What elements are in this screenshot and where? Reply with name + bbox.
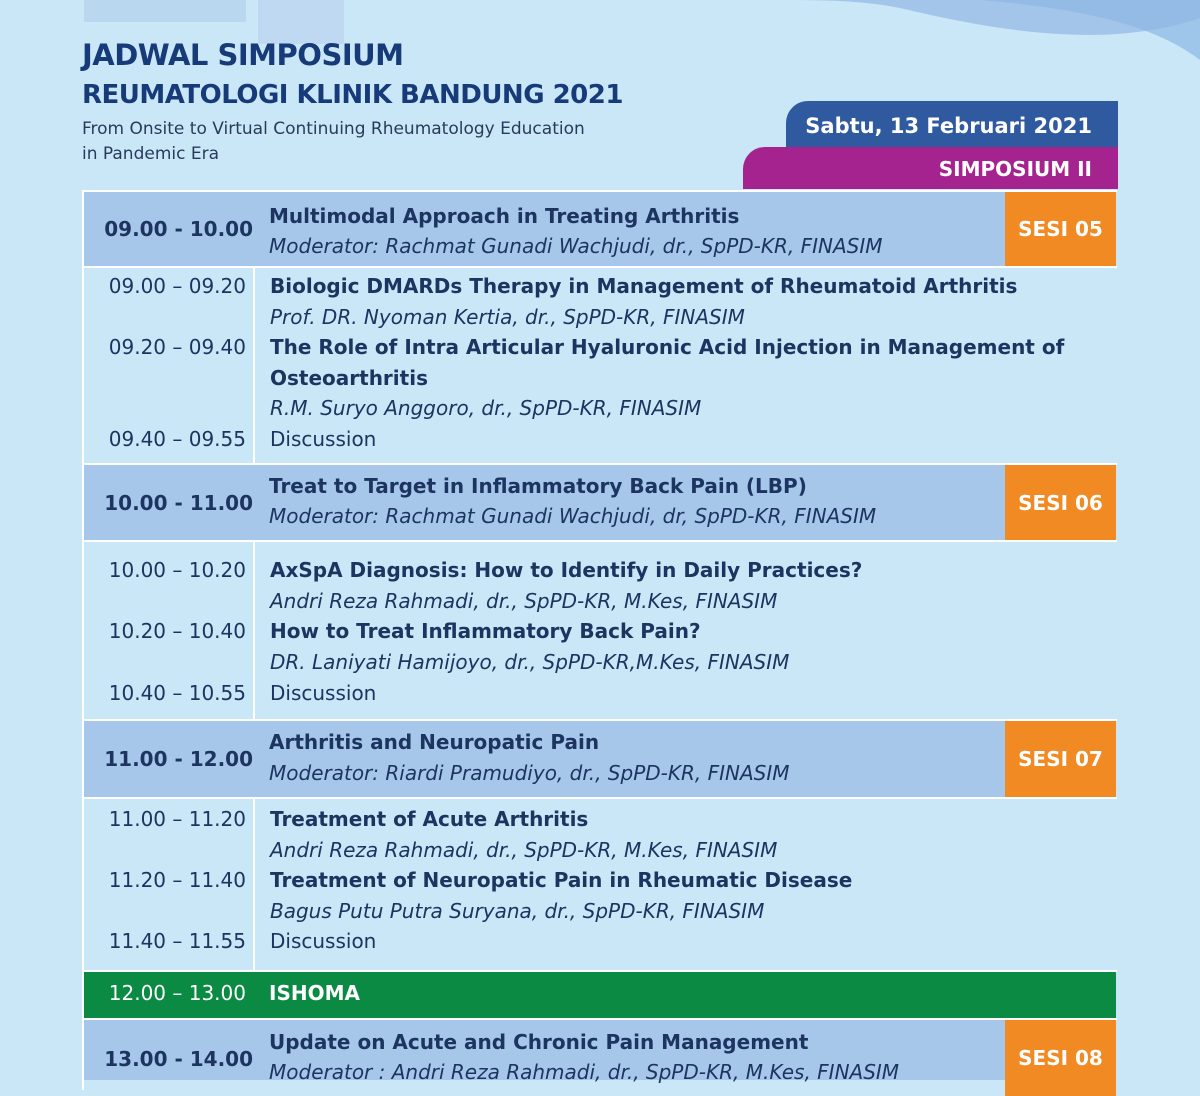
- talk-time: 10.40 – 10.55: [108, 681, 246, 705]
- session-header-08: [84, 1020, 1116, 1084]
- talk-speaker: R.M. Suryo Anggoro, dr., SpPD-KR, FINASIM: [270, 396, 702, 420]
- sesi-badge: SESI 06: [1005, 465, 1116, 540]
- talk-time: 10.20 – 10.40: [108, 619, 246, 643]
- talk-time: 09.00 – 09.20: [108, 274, 246, 298]
- talk-title: Treatment of Neuropatic Pain in Rheumatic Disease: [270, 868, 853, 892]
- page-subtitle-event: REUMATOLOGI KLINIK BANDUNG 2021: [82, 80, 623, 110]
- session-header-06: [84, 465, 1116, 540]
- talk-discussion: Discussion: [270, 681, 377, 705]
- session-moderator: Moderator: Rachmat Gunadi Wachjudi, dr., SpPD-KR, FINASIM: [269, 234, 883, 258]
- decor-wave: [780, 0, 1200, 70]
- session-time: 09.00 - 10.00: [104, 217, 253, 241]
- talk-title: The Role of Intra Articular Hyaluronic Acid Injection in Management of: [270, 335, 1065, 359]
- page-title: JADWAL SIMPOSIUM: [82, 38, 404, 72]
- talk-speaker: DR. Laniyati Hamijoyo, dr., SpPD-KR,M.Kes, FINASIM: [270, 650, 790, 674]
- decor-shape-left: [84, 0, 246, 22]
- break-row: [84, 972, 1116, 1018]
- talk-speaker: Bagus Putu Putra Suryana, dr., SpPD-KR, FINASIM: [270, 899, 765, 923]
- break-time: 12.00 – 13.00: [108, 981, 246, 1005]
- talk-time: 11.00 – 11.20: [108, 807, 246, 831]
- sesi-badge: SESI 07: [1005, 721, 1116, 797]
- session-header-07: [84, 721, 1116, 797]
- talk-title: AxSpA Diagnosis: How to Identify in Daily Practices?: [270, 558, 863, 582]
- session-time: 11.00 - 12.00: [104, 747, 253, 771]
- talk-discussion: Discussion: [270, 427, 377, 451]
- row-divider: [84, 540, 1117, 542]
- session-time: 10.00 - 11.00: [104, 490, 253, 515]
- talk-discussion: Discussion: [270, 929, 377, 953]
- talk-title: Biologic DMARDs Therapy in Management of Rheumatoid Arthritis: [270, 274, 1018, 298]
- talk-title-continued: Osteoarthritis: [270, 366, 428, 390]
- session-title: Arthritis and Neuropatic Pain: [269, 730, 600, 754]
- tagline-line-2: in Pandemic Era: [82, 144, 220, 164]
- session-title: Multimodal Approach in Treating Arthritis: [269, 204, 740, 228]
- talk-title: How to Treat Inflammatory Back Pain?: [270, 619, 701, 643]
- schedule-divider: [253, 190, 255, 1080]
- talk-speaker: Andri Reza Rahmadi, dr., SpPD-KR, M.Kes, FINASIM: [270, 589, 778, 613]
- session-moderator: Moderator: Riardi Pramudiyo, dr., SpPD-KR, FINASIM: [269, 761, 790, 785]
- row-divider: [84, 266, 1117, 268]
- talk-time: 11.40 – 11.55: [108, 929, 246, 953]
- talk-time: 09.40 – 09.55: [108, 427, 246, 451]
- talk-speaker: Andri Reza Rahmadi, dr., SpPD-KR, M.Kes, FINASIM: [270, 838, 778, 862]
- date-badge: Sabtu, 13 Februari 2021: [786, 101, 1118, 153]
- talk-time: 11.20 – 11.40: [108, 868, 246, 892]
- sesi-badge: SESI 05: [1005, 192, 1116, 266]
- tagline-line-1: From Onsite to Virtual Continuing Rheumatology Education: [82, 119, 585, 139]
- session-title: Treat to Target in Inflammatory Back Pain (LBP): [269, 474, 807, 498]
- session-title: Update on Acute and Chronic Pain Management: [269, 1030, 809, 1054]
- sesi-badge: SESI 08: [1005, 1020, 1116, 1096]
- row-divider: [84, 797, 1117, 799]
- symposium-badge: SIMPOSIUM II: [743, 147, 1118, 189]
- session-moderator: Moderator : Andri Reza Rahmadi, dr., SpPD-KR, M.Kes, FINASIM: [269, 1060, 900, 1084]
- talk-time: 09.20 – 09.40: [108, 335, 246, 359]
- break-label: ISHOMA: [269, 981, 360, 1005]
- talk-time: 10.00 – 10.20: [108, 558, 246, 582]
- talk-speaker: Prof. DR. Nyoman Kertia, dr., SpPD-KR, FINASIM: [270, 305, 745, 329]
- session-moderator: Moderator: Rachmat Gunadi Wachjudi, dr, SpPD-KR, FINASIM: [269, 504, 877, 528]
- talk-title: Treatment of Acute Arthritis: [270, 807, 589, 831]
- session-header-05: [84, 192, 1116, 266]
- page-tagline: [82, 117, 642, 167]
- session-time: 13.00 - 14.00: [104, 1047, 253, 1071]
